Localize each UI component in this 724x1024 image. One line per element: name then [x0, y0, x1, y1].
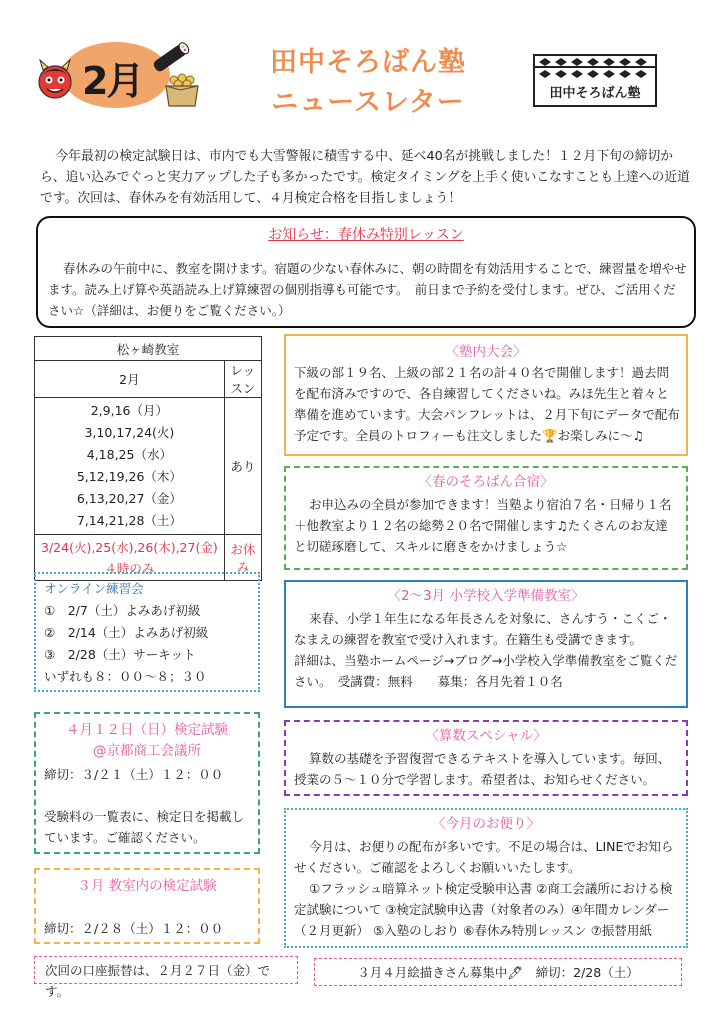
tournament-box [284, 334, 688, 456]
exam-kyoto-box [34, 712, 260, 854]
exam-classroom-title: ３月 教室内の検定試験 [77, 878, 217, 894]
exam-kyoto-note: 受験料の一覧表に、検定日を掲載しています。ご確認ください。 [44, 809, 245, 845]
classroom-name: 松ヶ崎教室 [35, 337, 262, 361]
letters-title: 〈今月のお便り〉 [432, 816, 540, 832]
online-item: ② 2/14（土）よみあげ初級 [44, 625, 209, 640]
logo-text: 田中そろばん塾 [549, 86, 641, 101]
newsletter-title: ニュースレター [271, 87, 465, 118]
intro-paragraph: 今年最初の検定試験日は、市内でも大雪警報に積雪する中、延べ40名が挑戦しました！１２月下旬の締切から、追い込みでぐっと実力アップした子も多かったです。検定タイミングを上手く使いこなすことも上達への近道です。次回は、春休みを有効活用して、４月検定合格を目指しましょう！ [40, 149, 690, 206]
online-item: ① 2/7（土）よみあげ初級 [44, 603, 201, 618]
online-title: オンライン練習会 [44, 581, 144, 596]
spring-status: お休み [224, 535, 261, 581]
junior-prep-title: 〈2～3月 小学校入学準備教室〉 [387, 588, 585, 604]
notice-box [36, 216, 696, 328]
exam-kyoto-venue: @京都商工会議所 [93, 743, 201, 759]
junior-prep-box [284, 580, 688, 708]
exam-kyoto-deadline: 締切：３/２１（土）１２：００ [44, 767, 224, 782]
date-row: 6,13,20,27（金） [76, 491, 182, 506]
spring-dates: 3/24(火),25(水),26(木),27(金)４時のみ [35, 535, 225, 581]
date-row: 7,14,21,28（土） [76, 513, 182, 528]
date-row: 3,10,17,24(火) [84, 425, 175, 440]
bean-box-icon [162, 72, 202, 108]
online-time: いずれも８：００～８；３０ [44, 669, 207, 684]
date-row: 5,12,19,26（木） [76, 469, 182, 484]
abacus-logo [533, 54, 657, 107]
letters-box [284, 808, 688, 948]
lesson-status: あり [224, 398, 261, 535]
exam-kyoto-title: ４月１２日（日）検定試験 [66, 722, 228, 738]
math-special-body: 算数の基礎を予習復習できるテキストを導入しています。毎回、授業の５～１０分で学習します。希望者は、お知らせください。 [294, 751, 671, 787]
math-special-box [284, 720, 688, 796]
camp-title: 〈春のそろばん合宿〉 [418, 474, 554, 490]
junior-prep-detail: 詳細は、当塾ホームページ→ブログ→小学校入学準備教室をご覧ください。 受講費：無料 募集：各月先着１０名 [294, 653, 678, 689]
notice-title: お知らせ：春休み特別レッスン [268, 227, 464, 243]
artist-recruit-note: ３月４月絵描きさん募集中🖊 締切：2/28（土） [314, 958, 682, 986]
camp-box [284, 466, 688, 570]
date-list [35, 398, 225, 535]
letters-body: 今月は、お便りの配布が多いです。不足の場合は、LINEでお知らせください。ご確認をよろしくお願いいたします。 [294, 839, 674, 875]
date-row: 4,18,25（水） [86, 447, 172, 462]
tournament-title: 〈塾内大会〉 [445, 344, 527, 360]
month-header: 2月 [35, 361, 225, 398]
tournament-body: 下級の部１９名、上級の部２１名の計４０名で開催します！過去問を配布済みですので、各自練習してくださいね。みほ先生と着々と準備を進めています。大会パンフレットは、２月下旬にデータで配布予定です。全員のトロフィーも注文しました🏆お楽しみに～♫ [294, 365, 680, 443]
online-practice-box [34, 572, 260, 692]
month-label: 2月 [82, 59, 143, 103]
abacus-icon [535, 56, 655, 82]
schedule-table [34, 336, 262, 581]
school-title: 田中そろばん塾 [270, 47, 466, 78]
notice-body: 春休みの午前中に、教室を開けます。宿題の少ない春休みに、朝の時間を有効活用することで、練習量を増やせます。読み上げ算や英語読み上げ算練習の個別指導も可能です。 前日まで予約を受付します。ぜひ、ご活用ください☆（詳細は、お便りをご覧ください。） [48, 261, 687, 318]
junior-prep-body: 来春、小学１年生になる年長さんを対象に、さんすう・こくご・なまえの練習を教室で受け入れます。在籍生も受講できます。 [294, 611, 672, 647]
math-special-title: 〈算数スペシャル〉 [425, 728, 547, 744]
camp-body: お申込みの全員が参加できます！当塾より宿泊７名・日帰り１名＋他教室より１２名の総勢２０名で開催します♫たくさんのお友達と切磋琢磨して、スキルに磨きをかけましょう☆ [294, 497, 672, 554]
letters-list: ①フラッシュ暗算ネット検定受験申込書 ②商工会議所における検定試験について ③検定試験申込書（対象者のみ）④年間カレンダー（２月更新） ⑤入塾のしおり ⑥春休み特別レッスン ⑦振替用紙 [294, 881, 673, 938]
lesson-header: レッスン [224, 361, 261, 398]
oni-mask-icon [35, 58, 75, 100]
date-row: 2,9,16（月） [90, 403, 168, 418]
exam-classroom-box [34, 868, 260, 944]
online-item: ③ 2/28（土）サーキット [44, 647, 196, 662]
exam-classroom-deadline: 締切：２/２８（土）１２：００ [44, 921, 224, 936]
bank-transfer-note: 次回の口座振替は、２月２７日（金）です。 [34, 956, 298, 984]
